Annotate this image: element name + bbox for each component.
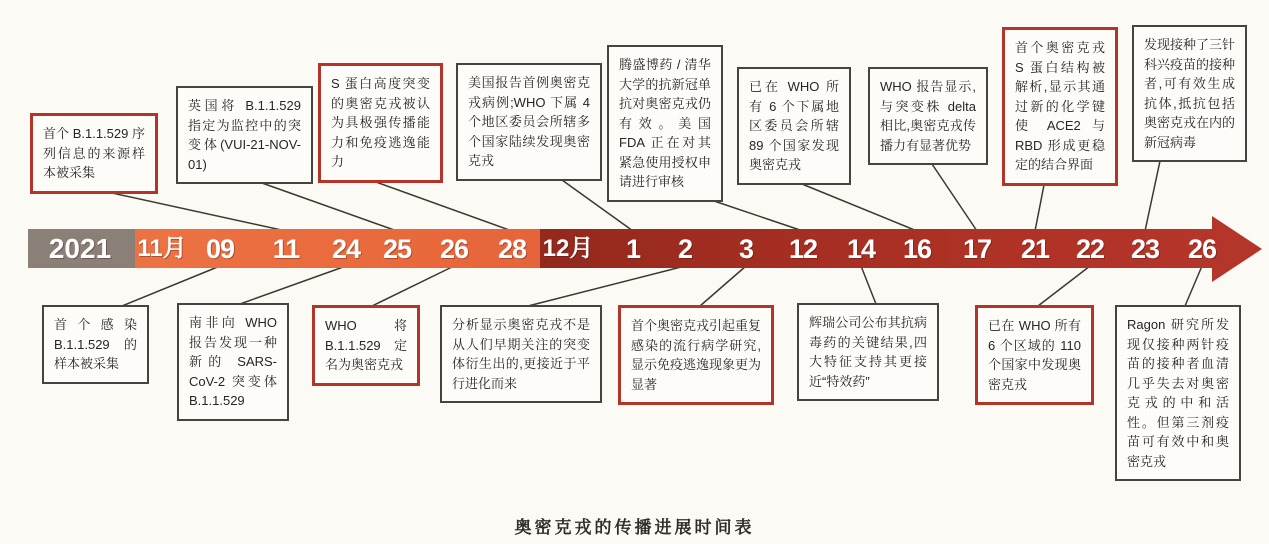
event-box-bottom-11月24: 南非向 WHO 报告发现一种新的 SARS-CoV-2 突变体 B.1.1.529 — [177, 303, 289, 421]
tick-label-day: 09 — [205, 234, 235, 264]
tick-label-day: 2 — [677, 234, 693, 264]
tick-label-day: 17 — [962, 234, 992, 264]
event-box-bottom-12月14: 辉瑞公司公布其抗病毒药的关键结果,四大特征支持其更接近“特效药” — [797, 303, 939, 401]
tick-label-day: 28 — [497, 234, 527, 264]
tick-label-day: 26 — [1187, 234, 1217, 264]
event-box-top-12月21: 首个奥密克戎 S 蛋白结构被解析,显示其通过新的化学键使 ACE2 与 RBD 形成更稳定的结合界面 — [1002, 27, 1118, 186]
tick-label-year: 2021 — [48, 233, 112, 264]
event-box-top-11月25: 英国将 B.1.1.529 指定为监控中的突变体(VUI-21-NOV-01) — [176, 86, 313, 184]
tick-label-day: 24 — [331, 234, 361, 264]
tick-label-day: 22 — [1075, 234, 1105, 264]
timeline-arrowhead-icon — [1212, 216, 1262, 282]
diagram-title: 奥密克戎的传播进展时间表 — [514, 518, 755, 537]
timeline-segment-red — [540, 229, 1212, 268]
tick-label-day: 25 — [382, 234, 412, 264]
event-box-top-12月23: 发现接种了三针科兴疫苗的接种者,可有效生成抗体,抵抗包括奥密克戎在内的新冠病毒 — [1132, 25, 1247, 162]
tick-label-day: 26 — [439, 234, 469, 264]
event-box-top-11月11: 首个 B.1.1.529 序列信息的来源样本被采集 — [30, 113, 158, 194]
event-box-top-12月1: 美国报告首例奥密克戎病例;WHO 下属 4 个地区委员会所辖多个国家陆续发现奥密克戎 — [456, 63, 602, 181]
event-box-bottom-11月26: WHO 将 B.1.1.529 定名为奥密克戎 — [312, 305, 420, 386]
event-box-top-12月17: WHO 报告显示,与突变株 delta 相比,奥密克戎传播力有显著优势 — [868, 67, 988, 165]
event-box-bottom-12月3: 首个奥密克戎引起重复感染的流行病学研究,显示免疫逃逸现象更为显著 — [618, 305, 774, 405]
event-box-bottom-12月2: 分析显示奥密克戎不是从人们早期关注的突变体衍生出的,更接近于平行进化而来 — [440, 305, 602, 403]
tick-label-day: 14 — [846, 234, 876, 264]
tick-label-month: 11月 — [137, 235, 187, 262]
event-box-top-12月16: 已在 WHO 所有 6 个下属地区委员会所辖 89 个国家发现奥密克戎 — [737, 67, 851, 185]
event-box-top-11月28: S 蛋白高度突变的奥密克戎被认为具极强传播能力和免疫逃逸能力 — [318, 63, 443, 183]
tick-label-day: 21 — [1020, 234, 1050, 264]
event-box-top-12月12: 腾盛博药 / 清华大学的抗新冠单抗对奥密克戎仍有效。美国 FDA 正在对其紧急使用授权申请进行审核 — [607, 45, 723, 202]
event-box-bottom-12月26: Ragon 研究所发现仅接种两针疫苗的接种者血清几乎失去对奥密克戎的中和活性。但第三剂疫苗可有效中和奥密克戎 — [1115, 305, 1241, 481]
tick-label-day: 1 — [625, 234, 641, 264]
event-box-bottom-11月9: 首个感染 B.1.1.529 的样本被采集 — [42, 305, 149, 384]
tick-label-day: 11 — [272, 234, 300, 264]
tick-label-day: 23 — [1130, 234, 1160, 264]
tick-label-day: 12 — [788, 234, 818, 264]
tick-label-day: 3 — [738, 234, 754, 264]
tick-label-day: 16 — [902, 234, 932, 264]
event-box-bottom-12月22: 已在 WHO 所有 6 个区域的 110 个国家中发现奥密克戎 — [975, 305, 1094, 405]
tick-label-month: 12月 — [542, 235, 594, 262]
